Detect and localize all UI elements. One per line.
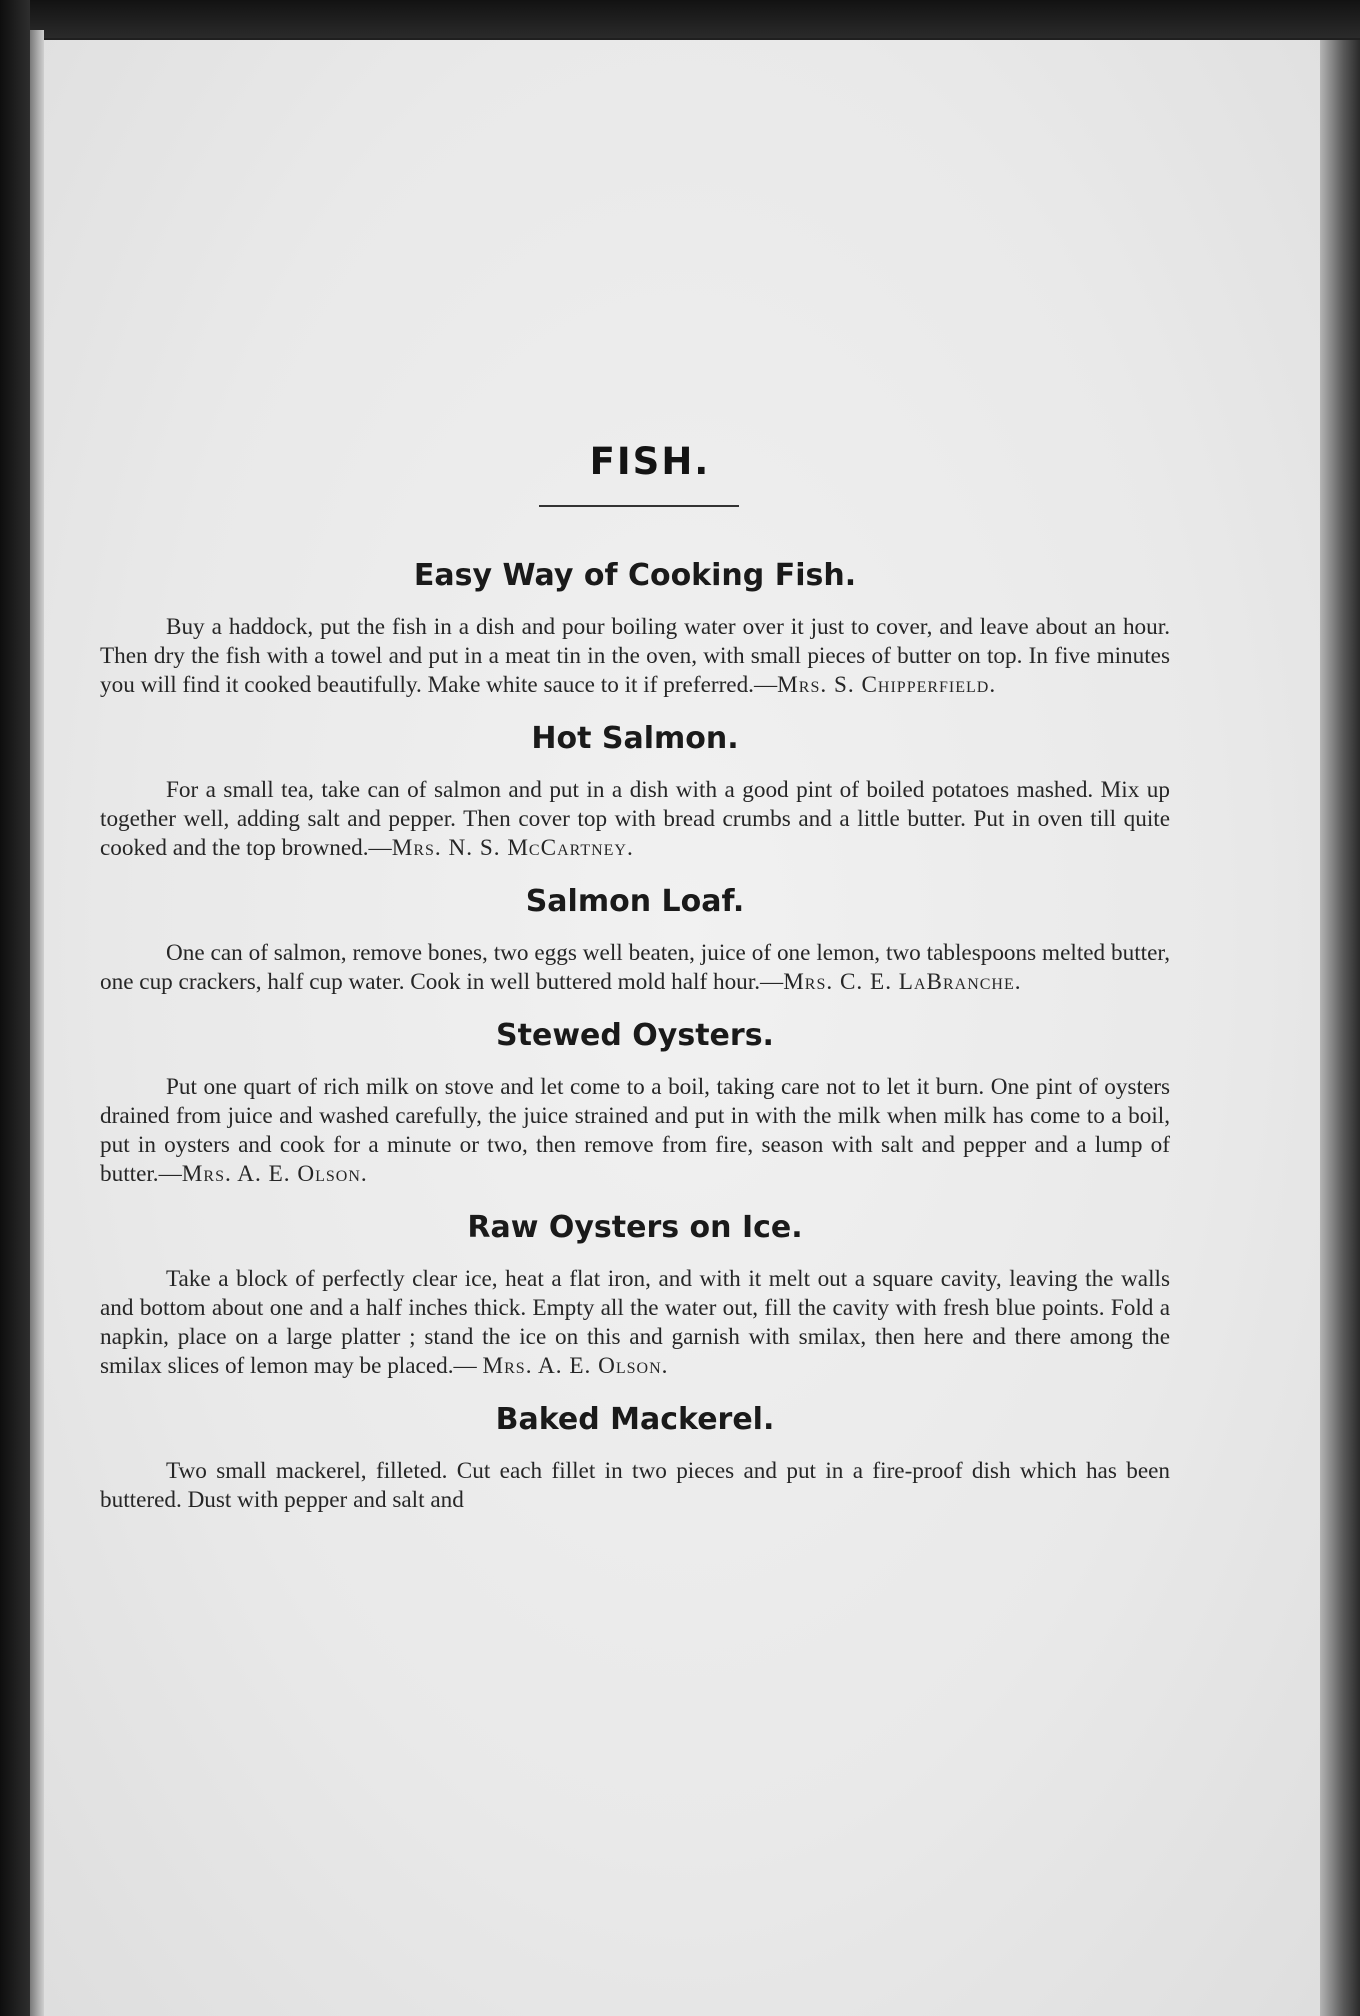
recipe-author: Mrs. C. E. LaBranche. <box>783 969 1022 995</box>
recipe-body: One can of salmon, remove bones, two eggs well beaten, juice of one lemon, two tablespoons melted butter, one cup crackers, half cup water. Cook in well buttered mold half hour.— <box>100 940 1170 995</box>
recipe-author: Mrs. A. E. Olson. <box>482 1353 669 1379</box>
recipe-author: Mrs. S. Chipperfield. <box>777 672 997 698</box>
page-content <box>100 440 1170 1537</box>
recipe-body: Put one quart of rich milk on stove and let come to a boil, taking care not to let it burn. One pint of oysters drained from juice and washed carefully, the juice strained and put in with the milk when milk has come to a boil, put in oysters and cook for a minute or two, then remove from fire, season with salt and pepper and a lump of butter.— <box>100 1074 1170 1187</box>
recipe-body: Buy a haddock, put the fish in a dish and pour boiling water over it just to cover, and leave about an hour. Then dry the fish with a towel and put in a meat tin in the oven, with small pieces of butter on top. In five minutes you will find it cooked beautifully. Make white sauce to it if preferred.— <box>100 614 1170 698</box>
recipe-stewed-oysters <box>100 1019 1170 1189</box>
book-page <box>44 40 1320 2016</box>
recipe-body: Take a block of perfectly clear ice, heat a flat iron, and with it melt out a square cavity, leaving the walls and bottom about one and a half inches thick. Empty all the water out, fill the cavity with fresh blue points. Fold a napkin, place on a large platter ; stand the ice on this and garnish with smilax, then here and there among the smilax slices of lemon may be placed.— <box>100 1266 1170 1379</box>
title-rule <box>539 505 739 507</box>
recipe-title: Salmon Loaf. <box>525 884 745 919</box>
recipe-body: Two small mackerel, filleted. Cut each fillet in two pieces and put in a fire-proof dish which has been buttered. Dust with pepper and salt and <box>100 1458 1170 1513</box>
page-left-edge <box>30 30 44 2016</box>
recipe-baked-mackerel <box>100 1403 1170 1515</box>
recipe-author: Mrs. A. E. Olson. <box>181 1161 368 1187</box>
recipe-text <box>100 939 1170 997</box>
recipe-title: Easy Way of Cooking Fish. <box>413 558 857 593</box>
scan-top-border <box>0 0 1360 38</box>
recipe-hot-salmon <box>100 722 1170 863</box>
recipe-text <box>100 1073 1170 1189</box>
recipe-body: For a small tea, take can of salmon and put in a dish with a good pint of boiled potatoes mashed. Mix up together well, adding salt and pepper. Then cover top with bread crumbs and a little butter. Put in oven till quite cooked and the top browned.— <box>100 777 1170 861</box>
recipe-text <box>100 1265 1170 1381</box>
recipe-title: Hot Salmon. <box>531 721 739 756</box>
recipe-title: Raw Oysters on Ice. <box>467 1210 803 1245</box>
recipe-text <box>100 613 1170 700</box>
section-title: FISH. <box>589 440 711 483</box>
recipe-text <box>100 1457 1170 1515</box>
recipe-easy-way-of-cooking-fish <box>100 559 1170 700</box>
recipe-title: Stewed Oysters. <box>496 1018 774 1053</box>
recipe-title: Baked Mackerel. <box>495 1402 775 1437</box>
recipe-salmon-loaf <box>100 885 1170 997</box>
recipe-author: Mrs. N. S. McCartney. <box>391 835 634 861</box>
book-spine <box>0 0 30 2016</box>
page-right-edge <box>1318 40 1360 2016</box>
recipe-raw-oysters-on-ice <box>100 1211 1170 1381</box>
recipe-text <box>100 776 1170 863</box>
